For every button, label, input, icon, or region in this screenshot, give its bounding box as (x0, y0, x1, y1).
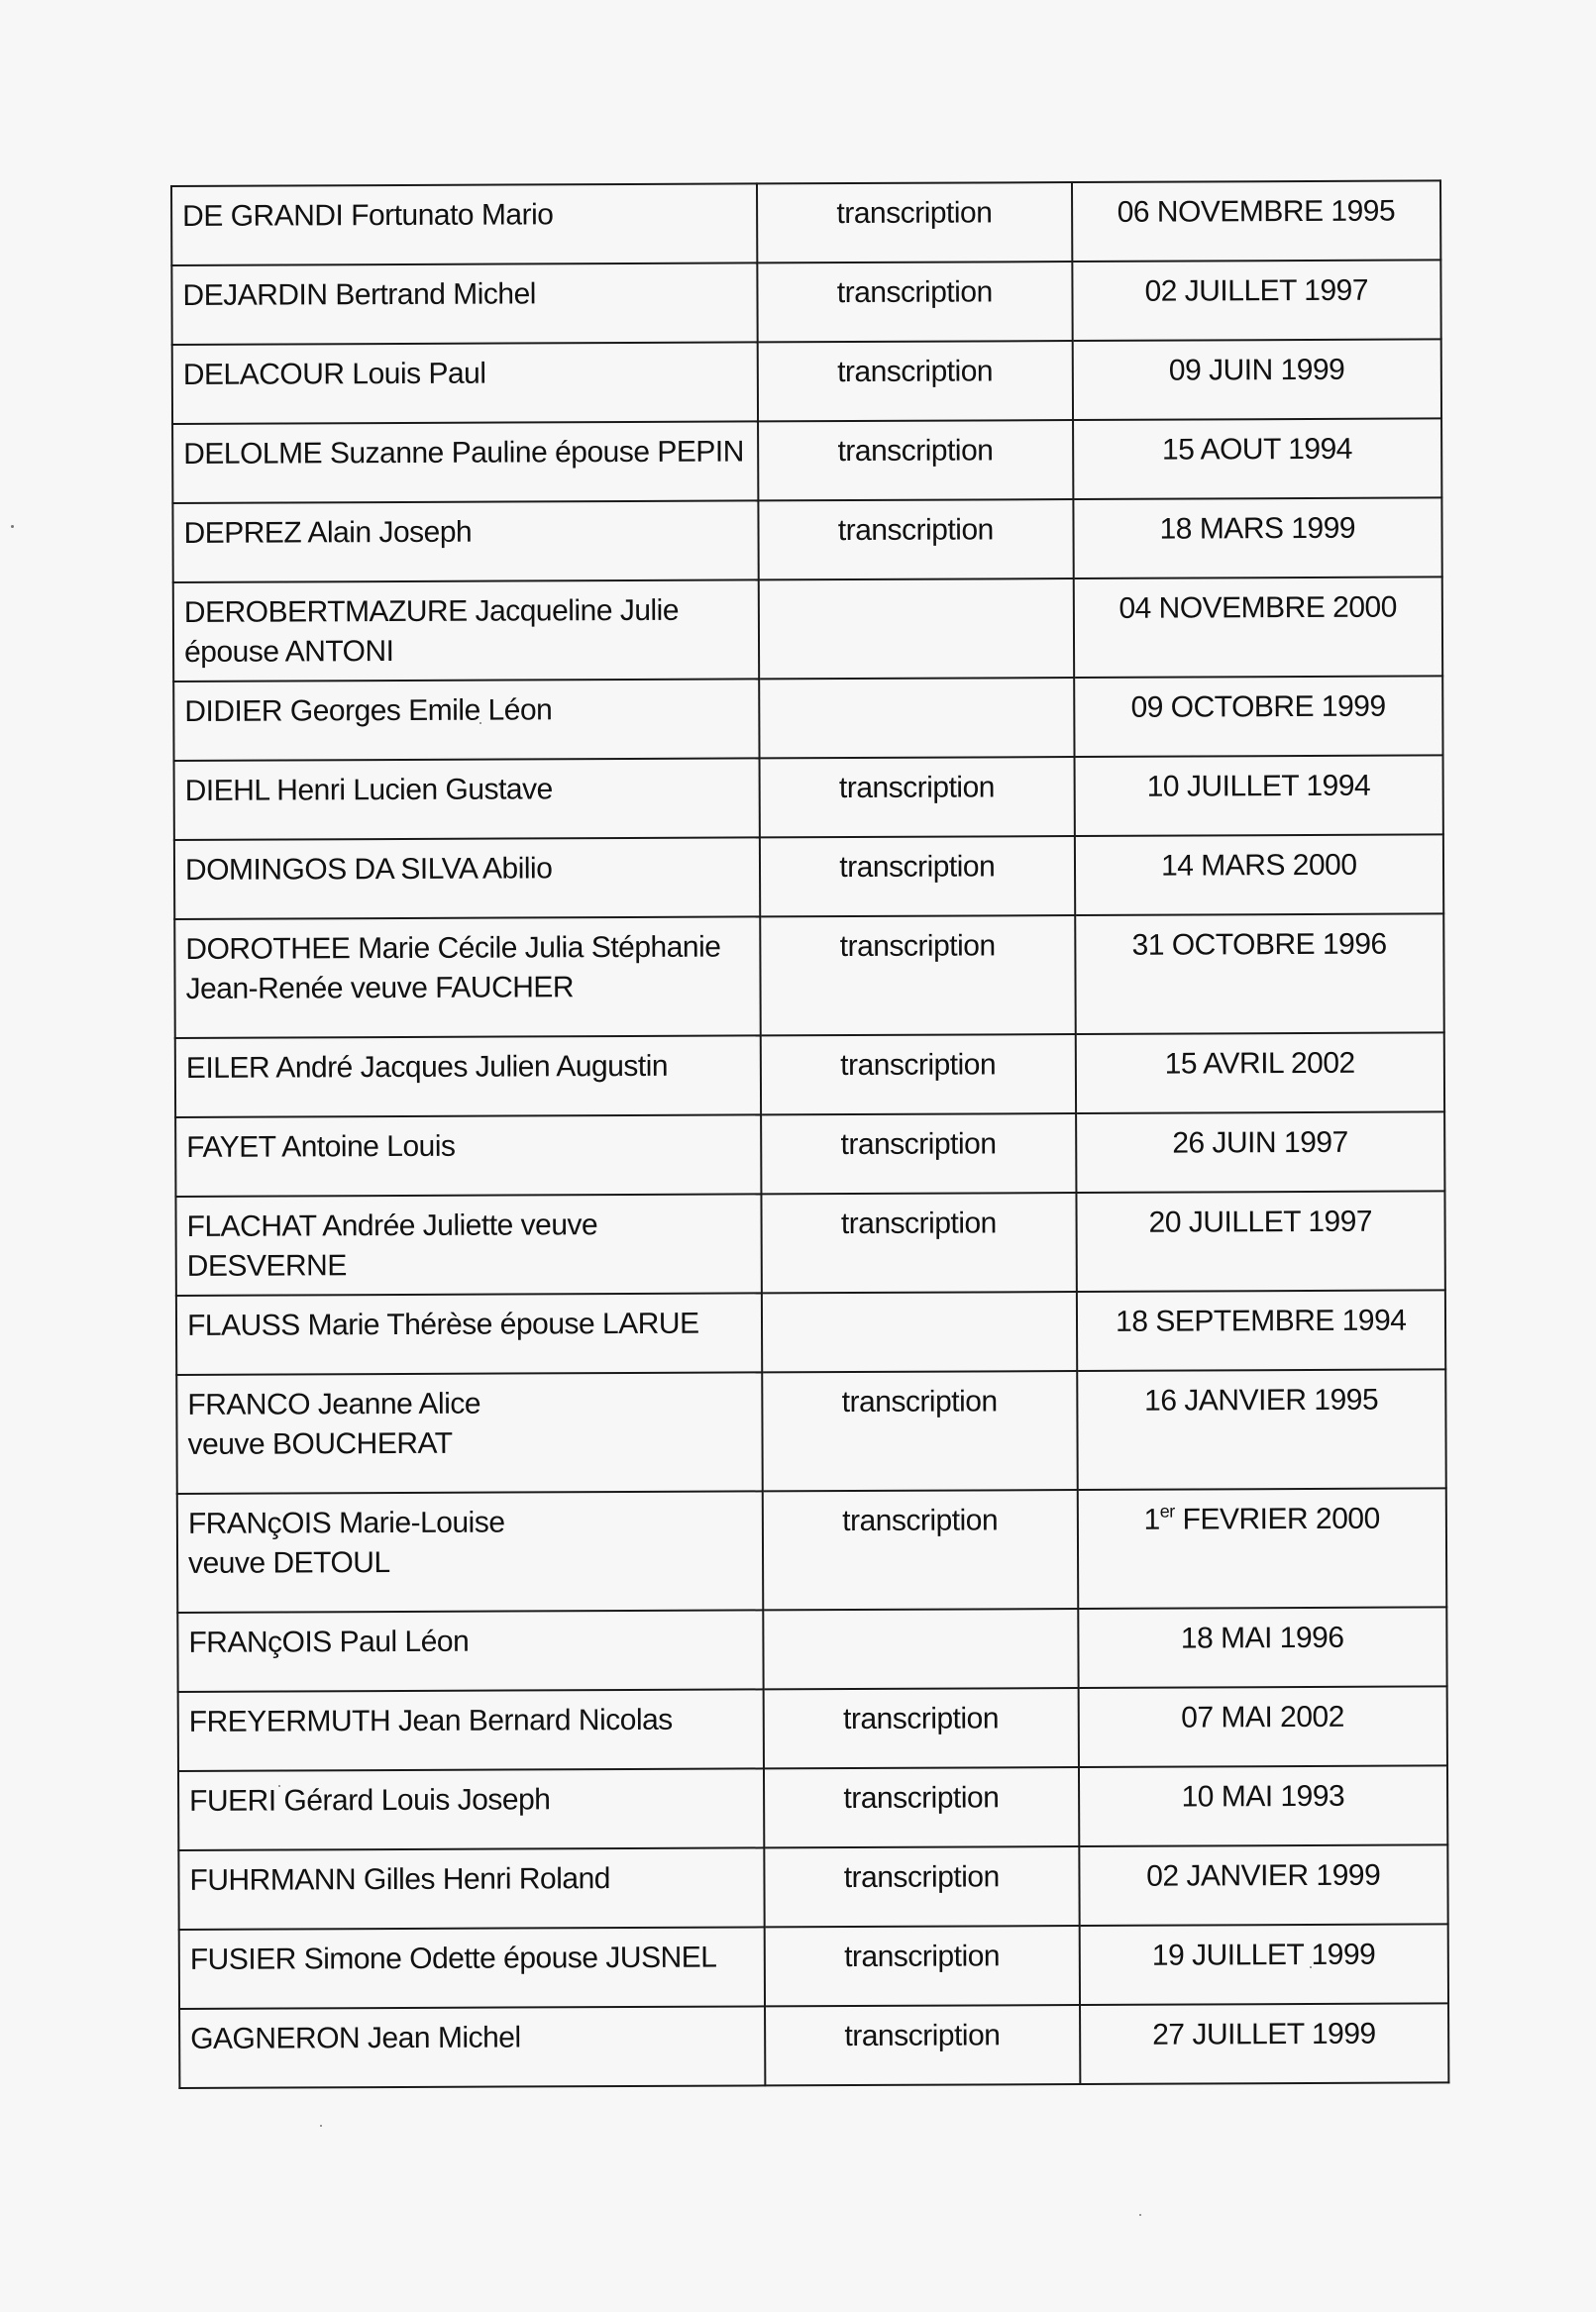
table-row (172, 418, 1441, 503)
name-cell: EILER André Jacques Julien Augustin (175, 1035, 761, 1117)
name-cell (173, 579, 759, 682)
date-day: 1 (1143, 1503, 1160, 1536)
name-cell: FLACHAT Andrée Juliette veuve DESVERNE (175, 1194, 761, 1296)
register-table (170, 179, 1449, 2089)
type-cell: transcription (760, 836, 1075, 916)
name-line-1: FRANCO Jeanne Alice (187, 1387, 481, 1421)
name-cell: DELACOUR Louis Paul (172, 342, 758, 424)
name-cell: DE GRANDI Fortunato Mario (171, 183, 757, 265)
name-cell: FUERI Gérard Louis Joseph (178, 1768, 764, 1850)
type-cell: transcription (757, 262, 1072, 342)
name-line-2: Jean-Renée veuve FAUCHER (185, 971, 575, 1005)
name-cell: DELOLME Suzanne Pauline épouse PEPIN (172, 421, 758, 503)
scan-speck (11, 525, 14, 528)
scan-speck (320, 2125, 322, 2127)
name-line-1: FRANçOIS Marie-Louise (187, 1506, 505, 1540)
date-cell: 15 AVRIL 2002 (1075, 1032, 1444, 1113)
name-cell: DIEHL Henri Lucien Gustave (174, 758, 760, 840)
table-row (175, 1111, 1444, 1197)
table-row (175, 1191, 1444, 1296)
date-cell: 16 JANVIER 1995 (1077, 1369, 1446, 1490)
name-cell: FRANçOIS Paul Léon (177, 1610, 763, 1692)
type-cell: transcription (758, 499, 1073, 579)
table-row (179, 1924, 1448, 2009)
table-row (174, 834, 1443, 919)
date-cell: 10 MAI 1993 (1079, 1765, 1448, 1846)
name-line-2: veuve DETOUL (187, 1546, 390, 1580)
table-row (178, 1765, 1447, 1850)
name-cell: GAGNERON Jean Michel (179, 2006, 765, 2088)
name-cell: FAYET Antoine Louis (175, 1114, 761, 1197)
type-cell (763, 1609, 1078, 1689)
scan-speck (1139, 2214, 1141, 2216)
type-cell: transcription (761, 1113, 1076, 1194)
type-cell: transcription (761, 1193, 1076, 1293)
type-cell: transcription (758, 341, 1073, 421)
date-cell: 10 JUILLET 1994 (1074, 755, 1443, 836)
table-row (178, 1844, 1447, 1930)
table-row (176, 1369, 1446, 1494)
type-cell (759, 578, 1074, 679)
type-cell: transcription (764, 1767, 1079, 1847)
name-cell: DOMINGOS DA SILVA Abilio (174, 837, 760, 919)
date-cell: 27 JUILLET 1999 (1080, 2003, 1449, 2084)
type-cell: transcription (758, 420, 1073, 500)
table-row (173, 676, 1442, 761)
date-rest: FEVRIER 2000 (1174, 1502, 1380, 1536)
date-cell: 09 JUIN 1999 (1072, 339, 1441, 420)
table-row (179, 2003, 1448, 2088)
date-cell: 18 MAI 1996 (1078, 1607, 1447, 1688)
table-row (174, 755, 1443, 840)
table-row (177, 1488, 1447, 1613)
type-cell (762, 1292, 1077, 1372)
date-cell: 26 JUIN 1997 (1076, 1111, 1445, 1193)
type-cell: transcription (763, 1490, 1078, 1610)
table-row (172, 497, 1441, 582)
date-cell: 07 MAI 2002 (1078, 1686, 1447, 1767)
type-cell: transcription (760, 757, 1075, 837)
type-cell: transcription (761, 1034, 1076, 1114)
date-cell: 19 JUILLET 1999 (1079, 1924, 1448, 2005)
table-row (178, 1686, 1447, 1771)
name-cell (174, 916, 761, 1038)
type-cell: transcription (764, 1846, 1079, 1927)
date-cell: 04 NOVEMBRE 2000 (1073, 577, 1442, 678)
name-cell: DEPREZ Alain Joseph (172, 500, 758, 582)
name-line-1: DOROTHEE Marie Cécile Julia Stéphanie (185, 930, 721, 966)
name-cell: FUHRMANN Gilles Henri Roland (178, 1847, 764, 1930)
name-cell: FLAUSS Marie Thérèse épouse LARUE (176, 1293, 762, 1375)
name-line-1: DEROBERTMAZURE Jacqueline Julie (183, 593, 680, 629)
type-cell: transcription (764, 1688, 1079, 1768)
date-cell: 06 NOVEMBRE 1995 (1072, 180, 1441, 262)
date-cell: 15 AOUT 1994 (1073, 418, 1442, 499)
date-cell: 20 JUILLET 1997 (1076, 1191, 1445, 1292)
date-cell: 09 OCTOBRE 1999 (1074, 676, 1443, 757)
table-row (175, 1032, 1444, 1117)
type-cell: transcription (765, 1926, 1080, 2006)
table-row (174, 913, 1444, 1038)
table-row (172, 339, 1441, 424)
type-cell (759, 678, 1074, 758)
name-cell (177, 1491, 764, 1613)
date-cell (1077, 1488, 1446, 1609)
table-row (173, 577, 1442, 682)
date-cell: 18 MARS 1999 (1073, 497, 1442, 578)
date-ordinal: er (1159, 1501, 1175, 1522)
type-cell: transcription (757, 182, 1072, 263)
name-line-2: épouse ANTONI (183, 635, 394, 669)
name-cell: DIDIER Georges Emile Léon (173, 679, 759, 761)
type-cell: transcription (760, 915, 1075, 1035)
table-row (176, 1290, 1445, 1375)
date-cell: 31 OCTOBRE 1996 (1075, 913, 1444, 1034)
name-cell: FUSIER Simone Odette épouse JUSNEL (179, 1927, 765, 2009)
name-cell (176, 1372, 763, 1494)
name-cell: FREYERMUTH Jean Bernard Nicolas (178, 1689, 764, 1771)
table-row (177, 1607, 1446, 1692)
name-line-2: veuve BOUCHERAT (187, 1426, 453, 1461)
date-cell: 18 SEPTEMBRE 1994 (1076, 1290, 1445, 1371)
name-cell: DEJARDIN Bertrand Michel (171, 263, 757, 345)
date-cell: 02 JANVIER 1999 (1079, 1844, 1448, 1926)
table-row (171, 180, 1440, 265)
date-cell: 02 JUILLET 1997 (1072, 260, 1441, 341)
date-cell: 14 MARS 2000 (1074, 834, 1443, 915)
type-cell: transcription (762, 1371, 1077, 1491)
table-row (171, 260, 1440, 345)
type-cell: transcription (765, 2005, 1080, 2085)
